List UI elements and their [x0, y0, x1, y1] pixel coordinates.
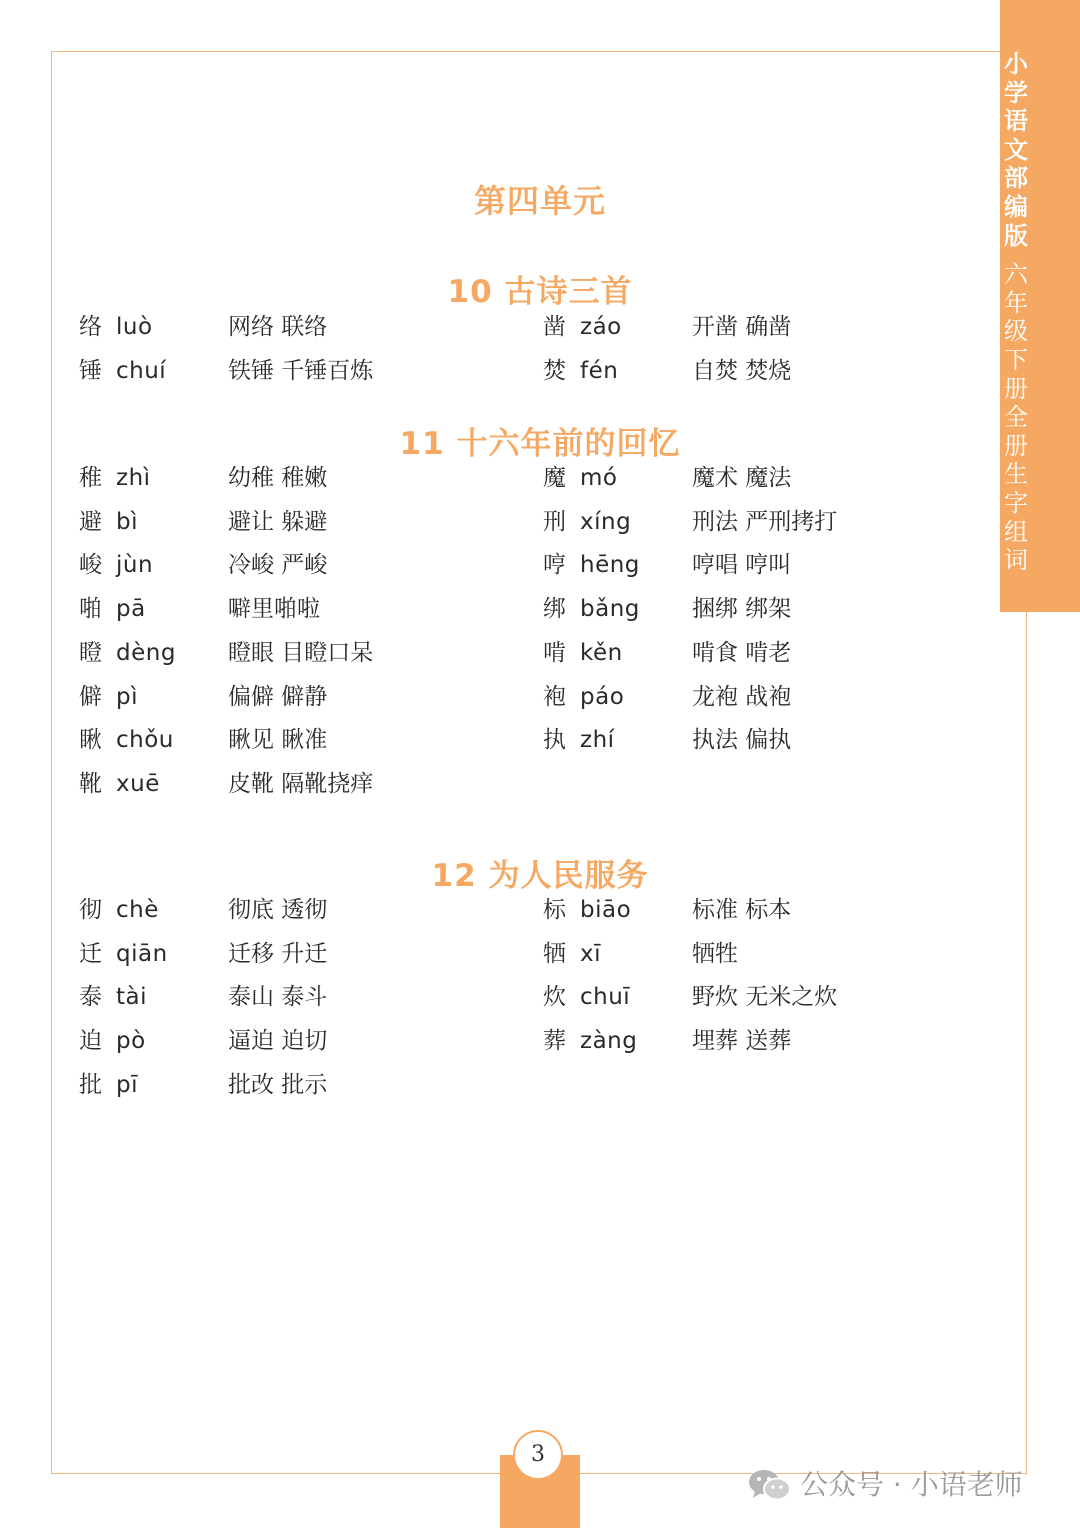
vocab-words: 标准 标本: [692, 897, 792, 923]
vocab-character: 标: [543, 897, 566, 923]
vocab-character: 炊: [543, 984, 566, 1010]
vocab-words: 批改 批示: [228, 1072, 328, 1098]
vocab-character: 峻: [79, 552, 102, 578]
vocab-words: 皮靴 隔靴挠痒: [228, 771, 374, 797]
vocab-pinyin: dèng: [116, 640, 176, 666]
vocab-row: [0, 723, 1000, 757]
vocab-words: 执法 偏执: [692, 727, 792, 753]
vocab-pinyin: zhí: [580, 727, 615, 753]
vocab-words: 啃食 啃老: [692, 640, 792, 666]
vocab-character: 锤: [79, 358, 102, 384]
vocab-words: 捆绑 绑架: [692, 596, 792, 622]
vocab-character: 瞅: [79, 727, 102, 753]
vocab-words: 迁移 升迁: [228, 941, 328, 967]
vocab-pinyin: xíng: [580, 509, 632, 535]
watermark-text: 公众号 · 小语老师: [800, 1468, 1023, 1501]
vocab-pinyin: luò: [116, 314, 153, 340]
vocab-pinyin: biāo: [580, 897, 632, 923]
vocab-words: 铁锤 千锤百炼: [228, 358, 374, 384]
vocab-character: 靴: [79, 771, 102, 797]
vocab-pinyin: chuí: [116, 358, 167, 384]
vocab-words: 埋葬 送葬: [692, 1028, 792, 1054]
vocab-words: 避让 躲避: [228, 509, 328, 535]
page-number: 3: [513, 1430, 563, 1480]
page-frame: [51, 51, 1027, 1474]
vocab-row: [0, 310, 1000, 344]
vocab-words: 瞪眼 目瞪口呆: [228, 640, 374, 666]
side-tab-title: 小学语文部编版: [1004, 50, 1028, 250]
vocab-row: [0, 548, 1000, 582]
vocab-character: 瞪: [79, 640, 102, 666]
vocab-words: 瞅见 瞅准: [228, 727, 328, 753]
vocab-words: 自焚 焚烧: [692, 358, 792, 384]
vocab-words: 龙袍 战袍: [692, 684, 792, 710]
vocab-row: [0, 461, 1000, 495]
lesson-title: 12 为人民服务: [431, 858, 649, 894]
vocab-row: [0, 592, 1000, 626]
lesson-title: 10 古诗三首: [447, 274, 633, 310]
vocab-row: [0, 636, 1000, 670]
vocab-words: 偏僻 僻静: [228, 684, 328, 710]
vocab-character: 袍: [543, 684, 566, 710]
vocab-words: 幼稚 稚嫩: [228, 465, 328, 491]
vocab-pinyin: tài: [116, 984, 148, 1010]
vocab-words: 冷峻 严峻: [228, 552, 328, 578]
vocab-pinyin: chè: [116, 897, 159, 923]
vocab-pinyin: fén: [580, 358, 619, 384]
vocab-pinyin: xuē: [116, 771, 160, 797]
vocab-character: 迁: [79, 941, 102, 967]
vocab-row: [0, 505, 1000, 539]
vocab-pinyin: pì: [116, 684, 138, 710]
vocab-pinyin: xī: [580, 941, 602, 967]
vocab-character: 绑: [543, 596, 566, 622]
vocab-row: [0, 893, 1000, 927]
vocab-pinyin: páo: [580, 684, 625, 710]
wechat-icon: [748, 1468, 792, 1502]
vocab-pinyin: zàng: [580, 1028, 638, 1054]
vocab-character: 批: [79, 1072, 102, 1098]
vocab-pinyin: bì: [116, 509, 138, 535]
vocab-character: 泰: [79, 984, 102, 1010]
vocab-pinyin: pā: [116, 596, 146, 622]
vocab-character: 稚: [79, 465, 102, 491]
vocab-row: [0, 767, 1000, 801]
side-tab-subtitle: 六年级下册 全册生字组词: [1004, 260, 1028, 575]
vocab-words: 网络 联络: [228, 314, 328, 340]
vocab-character: 彻: [79, 897, 102, 923]
watermark: [748, 1462, 1023, 1506]
vocab-pinyin: chuī: [580, 984, 631, 1010]
vocab-pinyin: bǎng: [580, 596, 640, 622]
vocab-words: 逼迫 迫切: [228, 1028, 328, 1054]
vocab-words: 哼唱 哼叫: [692, 552, 792, 578]
unit-title: 第四单元: [473, 182, 606, 220]
vocab-pinyin: zhì: [116, 465, 151, 491]
vocab-character: 避: [79, 509, 102, 535]
vocab-row: [0, 937, 1000, 971]
vocab-pinyin: pò: [116, 1028, 146, 1054]
vocab-character: 络: [79, 314, 102, 340]
vocab-character: 焚: [543, 358, 566, 384]
vocab-words: 魔术 魔法: [692, 465, 792, 491]
vocab-words: 彻底 透彻: [228, 897, 328, 923]
side-tab-label: [1003, 50, 1029, 575]
vocab-row: [0, 680, 1000, 714]
vocab-pinyin: kěn: [580, 640, 623, 666]
vocab-pinyin: hēng: [580, 552, 640, 578]
vocab-row: [0, 1024, 1000, 1058]
vocab-character: 牺: [543, 941, 566, 967]
vocab-words: 泰山 泰斗: [228, 984, 328, 1010]
vocab-words: 野炊 无米之炊: [692, 984, 838, 1010]
vocab-words: 刑法 严刑拷打: [692, 509, 838, 535]
vocab-pinyin: mó: [580, 465, 618, 491]
vocab-row: [0, 1068, 1000, 1102]
vocab-character: 迫: [79, 1028, 102, 1054]
vocab-words: 开凿 确凿: [692, 314, 792, 340]
vocab-pinyin: chǒu: [116, 727, 174, 753]
vocab-character: 凿: [543, 314, 566, 340]
vocab-character: 哼: [543, 552, 566, 578]
vocab-character: 刑: [543, 509, 566, 535]
vocab-character: 僻: [79, 684, 102, 710]
vocab-character: 执: [543, 727, 566, 753]
vocab-character: 啃: [543, 640, 566, 666]
vocab-pinyin: jùn: [116, 552, 154, 578]
vocab-row: [0, 354, 1000, 388]
vocab-words: 噼里啪啦: [228, 596, 320, 622]
vocab-character: 啪: [79, 596, 102, 622]
vocab-row: [0, 980, 1000, 1014]
vocab-pinyin: záo: [580, 314, 622, 340]
vocab-character: 葬: [543, 1028, 566, 1054]
lesson-title: 11 十六年前的回忆: [399, 426, 681, 462]
vocab-words: 牺牲: [692, 941, 738, 967]
vocab-pinyin: qiān: [116, 941, 168, 967]
vocab-character: 魔: [543, 465, 566, 491]
vocab-pinyin: pī: [116, 1072, 138, 1098]
